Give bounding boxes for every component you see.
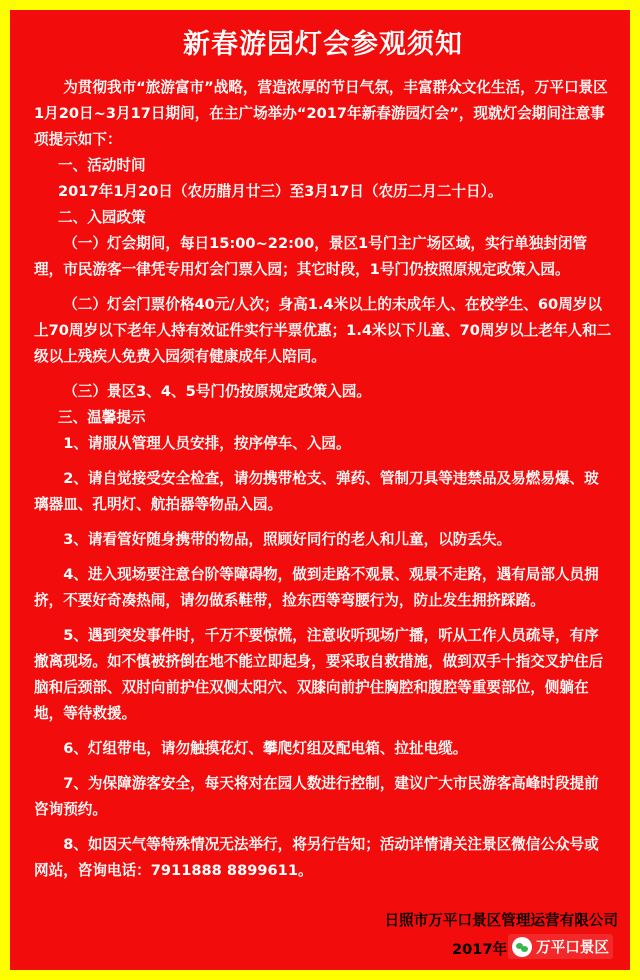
notice-date: 2017年 — [452, 941, 508, 958]
tip-item-5: 5、遇到突发事件时，千万不要惊慌，注意收听现场广播，听从工作人员疏导，有序撤离现场。如不慎被挤倒在地不能立即起身，要采取自救措施，做到双手十指交叉护住后脑和后颈部、双肘向前护住双侧太阳穴、双膝向前护住胸腔和腹腔等重要部位，侧躺在地，等待救援。 — [34, 627, 604, 722]
tip-item-7: 7、为保障游客安全，每天将对在园人数进行控制，建议广大市民游客高峰时段提前咨询预约。 — [34, 775, 599, 818]
watermark-text: 万平口景区 — [536, 939, 609, 956]
organization-signature: 日照市万平口景区管理运营有限公司 — [384, 912, 618, 929]
tip-item-3: 3、请看管好随身携带的物品，照顾好同行的老人和儿童，以防丢失。 — [63, 531, 512, 548]
wechat-watermark — [508, 934, 613, 959]
intro-paragraph: 为贯彻我市“旅游富市”战略，营造浓厚的节日气氛，丰富群众文化生活，万平口景区1月20日~3月17日期间，在主广场举办“2017年新春游园灯会”，现就灯会期间注意事项提示如下： — [34, 79, 608, 148]
section1-heading: 一、活动时间 — [58, 157, 146, 174]
section3-heading: 三、温馨提示 — [58, 409, 146, 426]
notice-title: 新春游园灯会参观须知 — [183, 29, 463, 60]
policy-item-2: （二）灯会门票价格40元/人次；身高1.4米以上的未成年人、在校学生、60周岁以上70周岁以下老年人持有效证件实行半票优惠；1.4米以下儿童、70周岁以上老年人和二级以上残疾人免费入园须有健康成年人陪同。 — [34, 296, 612, 365]
policy-item-3: （三）景区3、4、5号门仍按原规定政策入园。 — [63, 383, 371, 400]
tip-item-8: 8、如因天气等特殊情况无法举行，将另行告知；活动详情请关注景区微信公众号或网站，咨询电话：7911888 8899611。 — [34, 836, 599, 879]
policy-item-1: （一）灯会期间，每日15:00~22:00，景区1号门主广场区域，实行单独封闭管理，市民游客一律凭专用灯会门票入园；其它时段，1号门仍按照原规定政策入园。 — [34, 235, 588, 278]
wechat-icon — [512, 937, 532, 957]
notice-board — [10, 10, 630, 970]
section1-text: 2017年1月20日（农历腊月廿三）至3月17日（农历二月二十日）。 — [58, 183, 503, 200]
tip-item-1: 1、请服从管理人员安排，按序停车、入园。 — [63, 435, 351, 452]
section2-heading: 二、入园政策 — [58, 209, 146, 226]
tip-item-4: 4、进入现场要注意台阶等障碍物，做到走路不观景、观景不走路，遇有局部人员拥挤，不要好奇凑热闹，请勿做系鞋带，捡东西等弯腰行为，防止发生拥挤踩踏。 — [34, 566, 599, 609]
tip-item-6: 6、灯组带电，请勿触摸花灯、攀爬灯组及配电箱、拉扯电缆。 — [63, 740, 468, 757]
tip-item-2: 2、请自觉接受安全检查，请勿携带枪支、弹药、管制刀具等违禁品及易燃易爆、玻璃器皿、孔明灯、航拍器等物品入园。 — [34, 470, 599, 513]
